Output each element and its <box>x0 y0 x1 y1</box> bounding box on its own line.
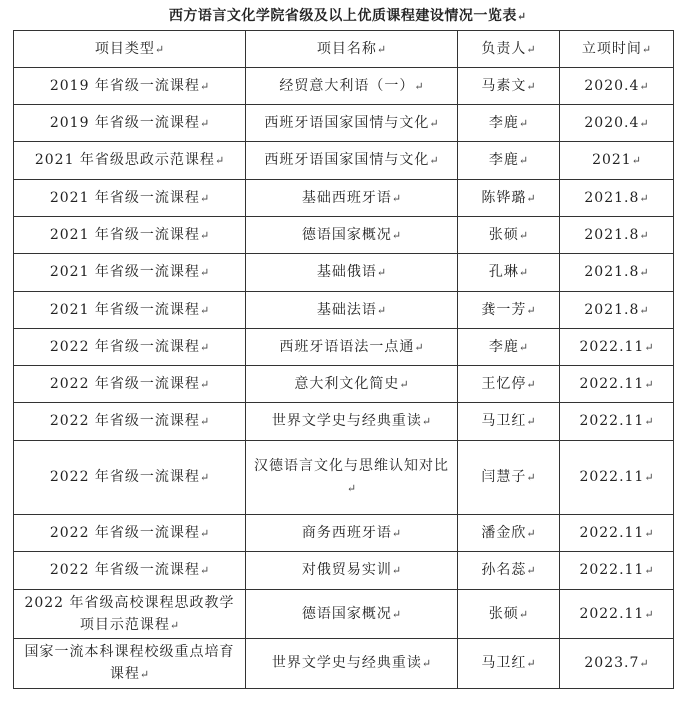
table-row <box>14 403 674 441</box>
table-row <box>14 105 674 142</box>
date-cell: 2022.11↵ <box>560 515 674 552</box>
type-cell: 2021 年省级一流课程↵ <box>14 217 246 254</box>
owner-cell: 孙名蕊↵ <box>458 552 560 590</box>
owner-cell: 孔琳↵ <box>458 254 560 292</box>
page-title <box>0 5 695 25</box>
type-cell: 国家一流本科课程校级重点培育课程↵ <box>14 639 246 689</box>
owner-cell: 李鹿↵ <box>458 329 560 366</box>
owner-cell: 张硕↵ <box>458 217 560 254</box>
name-cell: 基础法语↵ <box>246 292 458 329</box>
type-cell: 2022 年省级一流课程↵ <box>14 403 246 441</box>
name-cell: 汉德语言文化与思维认知对比↵ <box>246 441 458 515</box>
table-row <box>14 639 674 689</box>
date-cell: 2020.4↵ <box>560 105 674 142</box>
type-cell: 2022 年省级一流课程↵ <box>14 441 246 515</box>
name-cell: 世界文学史与经典重读↵ <box>246 639 458 689</box>
owner-cell: 李鹿↵ <box>458 105 560 142</box>
table-row <box>14 590 674 639</box>
owner-cell: 龚一芳↵ <box>458 292 560 329</box>
date-cell: 2022.11↵ <box>560 403 674 441</box>
date-cell: 2021.8↵ <box>560 254 674 292</box>
owner-cell: 潘金欣↵ <box>458 515 560 552</box>
owner-cell: 王忆停↵ <box>458 366 560 403</box>
owner-cell: 李鹿↵ <box>458 142 560 180</box>
name-cell: 西班牙语语法一点通↵ <box>246 329 458 366</box>
owner-cell: 闫慧子↵ <box>458 441 560 515</box>
date-cell: 2022.11↵ <box>560 552 674 590</box>
table-row <box>14 515 674 552</box>
table-row <box>14 441 674 515</box>
date-cell: 2021↵ <box>560 142 674 180</box>
name-cell: 西班牙语国家国情与文化↵ <box>246 105 458 142</box>
table-row <box>14 254 674 292</box>
name-cell: 商务西班牙语↵ <box>246 515 458 552</box>
type-cell: 2021 年省级一流课程↵ <box>14 292 246 329</box>
table-row <box>14 217 674 254</box>
type-cell: 2021 年省级一流课程↵ <box>14 180 246 217</box>
table-row <box>14 292 674 329</box>
owner-cell: 马素文↵ <box>458 68 560 105</box>
table-row <box>14 68 674 105</box>
header-cell: 项目类型↵ <box>14 31 246 68</box>
type-cell: 2021 年省级一流课程↵ <box>14 254 246 292</box>
name-cell: 经贸意大利语（一）↵ <box>246 68 458 105</box>
date-cell: 2022.11↵ <box>560 441 674 515</box>
header-cell: 项目名称↵ <box>246 31 458 68</box>
owner-cell: 张硕↵ <box>458 590 560 639</box>
date-cell: 2023.7↵ <box>560 639 674 689</box>
table-row <box>14 180 674 217</box>
name-cell: 基础西班牙语↵ <box>246 180 458 217</box>
type-cell: 2019 年省级一流课程↵ <box>14 105 246 142</box>
date-cell: 2021.8↵ <box>560 292 674 329</box>
owner-cell: 陈铧璐↵ <box>458 180 560 217</box>
return-mark: ↵ <box>516 10 527 23</box>
table-row <box>14 142 674 180</box>
owner-cell: 马卫红↵ <box>458 639 560 689</box>
title-text: 西方语言文化学院省级及以上优质课程建设情况一览表 <box>168 8 517 24</box>
name-cell: 世界文学史与经典重读↵ <box>246 403 458 441</box>
date-cell: 2022.11↵ <box>560 590 674 639</box>
table-row <box>14 329 674 366</box>
type-cell: 2022 年省级一流课程↵ <box>14 552 246 590</box>
date-cell: 2021.8↵ <box>560 217 674 254</box>
date-cell: 2022.11↵ <box>560 329 674 366</box>
table-row <box>14 366 674 403</box>
date-cell: 2022.11↵ <box>560 366 674 403</box>
name-cell: 西班牙语国家国情与文化↵ <box>246 142 458 180</box>
table-header-row <box>14 31 674 68</box>
type-cell: 2021 年省级思政示范课程↵ <box>14 142 246 180</box>
name-cell: 德语国家概况↵ <box>246 590 458 639</box>
date-cell: 2021.8↵ <box>560 180 674 217</box>
type-cell: 2022 年省级一流课程↵ <box>14 329 246 366</box>
owner-cell: 马卫红↵ <box>458 403 560 441</box>
type-cell: 2022 年省级高校课程思政教学项目示范课程↵ <box>14 590 246 639</box>
table-row <box>14 552 674 590</box>
header-cell: 负责人↵ <box>458 31 560 68</box>
type-cell: 2022 年省级一流课程↵ <box>14 366 246 403</box>
name-cell: 基础俄语↵ <box>246 254 458 292</box>
header-cell: 立项时间↵ <box>560 31 674 68</box>
name-cell: 德语国家概况↵ <box>246 217 458 254</box>
type-cell: 2019 年省级一流课程↵ <box>14 68 246 105</box>
name-cell: 对俄贸易实训↵ <box>246 552 458 590</box>
type-cell: 2022 年省级一流课程↵ <box>14 515 246 552</box>
date-cell: 2020.4↵ <box>560 68 674 105</box>
name-cell: 意大利文化简史↵ <box>246 366 458 403</box>
course-table <box>13 30 674 689</box>
